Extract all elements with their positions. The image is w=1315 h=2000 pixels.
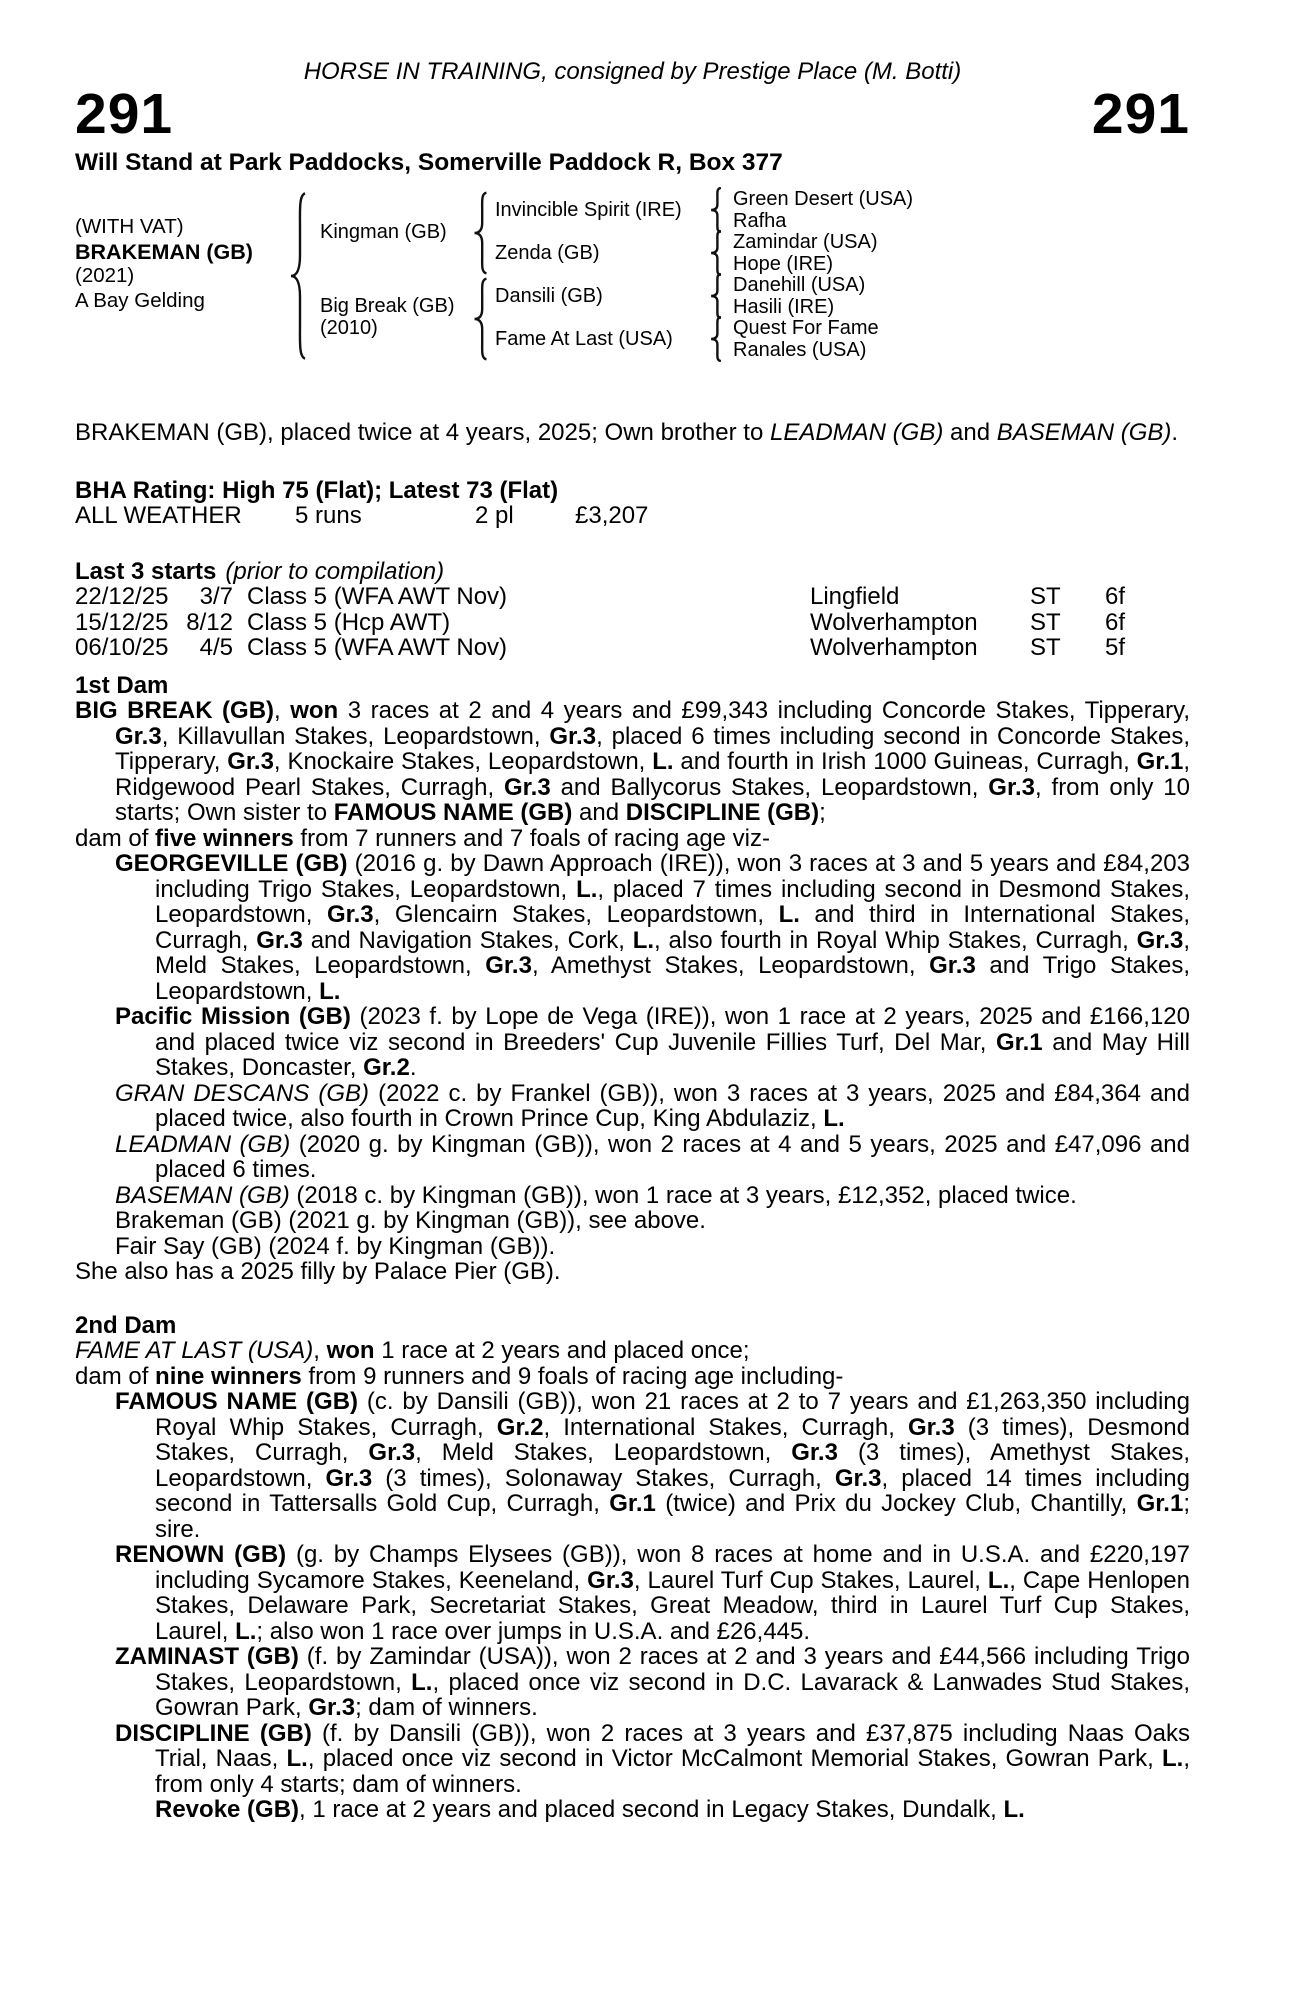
record-surface: ALL WEATHER [75,502,242,529]
grandsire-2: Dansili (GB) [495,285,603,307]
race-record-row [75,503,1190,529]
start-race: Class 5 (Hcp AWT) [247,608,451,636]
pedigree-sire: Kingman (GB) [320,220,447,243]
great-grandparent-5: Danehill (USA) [733,274,866,296]
pedigree-brace-pair3-icon [709,273,723,319]
start-date: 15/12/25 [75,608,169,636]
foaling-year: (2021) [75,264,135,287]
start-date: 06/10/25 [75,634,169,661]
pedigree-brace-pair1-icon [709,187,723,233]
great-grandparent-7: Quest For Fame [733,317,879,339]
bha-rating: BHA Rating: High 75 (Flat); Latest 73 (Flat) [75,476,559,504]
great-grandparent-1: Green Desert (USA) [733,188,914,210]
progeny-paragraph: BASEMAN (GB) (2018 c. by Kingman (GB)), won 1 race at 3 years, £12,352, placed twice. [115,1181,1077,1209]
start-row [75,635,1190,661]
dam-paragraph: FAME AT LAST (USA), won 1 race at 2 years and placed once; [75,1337,750,1364]
progeny-paragraph: Fair Say (GB) (2024 f. by Kingman (GB)). [115,1232,556,1260]
start-distance: 5f [1105,634,1126,661]
start-distance: 6f [1105,583,1126,610]
record-earnings: £3,207 [575,502,649,529]
pedigree-brace-pair4-icon [709,316,723,362]
great-grandparent-3: Zamindar (USA) [733,231,878,253]
progeny-paragraph: Revoke (GB), 1 race at 2 years and placed second in Legacy Stakes, Dundalk, L. [155,1796,1025,1823]
start-course: Wolverhampton [810,634,978,661]
grandsire-1: Invincible Spirit (IRE) [495,199,682,221]
progeny-paragraph: GEORGEVILLE (GB) (2016 g. by Dawn Approach (IRE)), won 3 races at 3 and 5 years and £84,203 including Trigo Stakes, Leopardstown, L., placed 7 times including second in Desmond Stakes, Leopardstown, Gr.3, Glencairn Stakes, Leopardstown, L. and third in International Stakes, Curragh, Gr.3 and Navigation Stakes, Cork, L., also fourth in Royal Whip Stakes, Curragh, Gr.3, Meld Stakes, Leopardstown, Gr.3, Amethyst Stakes, Leopardstown, Gr.3 and Trigo Stakes, Leopardstown, L. [115,850,1191,1005]
progeny-paragraph: Brakeman (GB) (2021 g. by Kingman (GB)), see above. [115,1207,706,1234]
pedigree-dam-year: (2010) [320,316,378,339]
pedigree-brace-pair2-icon [709,230,723,276]
last-starts-heading [75,559,1190,585]
start-course: Wolverhampton [810,608,978,636]
lot-number-row [75,82,1190,146]
last-starts-title: Last 3 starts [75,557,217,585]
progeny-paragraph: RENOWN (GB) (g. by Champs Elysees (GB)), won 8 races at home and in U.S.A. and £220,197 including Sycamore Stakes, Keeneland, Gr.3, Laurel Turf Cup Stakes, Laurel, L., Cape Henlopen Stakes, Delaware Park, Secretariat Stakes, Great Meadow, third in Laurel Turf Cup Stakes, Laurel, L.; also won 1 race over jumps in U.S.A. and £26,445. [115,1541,1190,1645]
great-grandparent-2: Rafha [733,209,787,232]
black-type-summary: BRAKEMAN (GB), placed twice at 4 years, 2025; Own brother to LEADMAN (GB) and BASEMAN (GB). [75,419,1179,446]
dam-paragraph: dam of nine winners from 9 runners and 9 foals of racing age including- [75,1362,844,1390]
pedigree-brace-sire-icon [472,191,489,275]
horse-name: BRAKEMAN (GB) [75,239,253,264]
start-position: 3/7 [199,583,233,610]
progeny-paragraph: ZAMINAST (GB) (f. by Zamindar (USA)), won 2 races at 2 and 3 years and £44,566 including Trigo Stakes, Leopardstown, L., placed once viz second in D.C. Lavarack & Lanwades Stud Stakes, Gowran Park, Gr.3; dam of winners. [115,1643,1190,1721]
last-starts-note: (prior to compilation) [225,557,445,585]
progeny-paragraph: LEADMAN (GB) (2020 g. by Kingman (GB)), won 2 races at 4 and 5 years, 2025 and £47,096 and placed 6 times. [115,1130,1191,1183]
pedigree-subject [75,215,253,313]
start-race: Class 5 (WFA AWT Nov) [247,583,508,610]
start-row [75,584,1190,610]
progeny-paragraph: DISCIPLINE (GB) (f. by Dansili (GB)), won 2 races at 3 years and £37,875 including Naas Oaks Trial, Naas, L., placed once viz second in Victor McCalmont Memorial Stakes, Gowran Park, L., from only 4 starts; dam of winners. [115,1719,1190,1798]
pedigree-brace-dam-icon [472,277,489,361]
start-race: Class 5 (WFA AWT Nov) [247,634,508,661]
progeny-paragraph: FAMOUS NAME (GB) (c. by Dansili (GB)), won 21 races at 2 to 7 years and £1,263,350 including Royal Whip Stakes, Curragh, Gr.2, International Stakes, Curragh, Gr.3 (3 times), Desmond Stakes, Curragh, Gr.3, Meld Stakes, Leopardstown, Gr.3 (3 times), Amethyst Stakes, Leopardstown, Gr.3 (3 times), Solonaway Stakes, Curragh, Gr.3, placed 14 times including second in Tattersalls Gold Cup, Curragh, Gr.1 (twice) and Prix du Jockey Club, Chantilly, Gr.1; sire. [115,1388,1191,1543]
dam-paragraph: dam of five winners from 7 runners and 7 foals of racing age viz- [75,824,771,852]
start-position: 4/5 [199,634,233,661]
pedigree-dam [320,296,454,339]
lot-number-left: 291 [75,82,174,146]
dam-paragraph: She also has a 2025 filly by Palace Pier (GB). [75,1258,561,1285]
pedigree-chart [75,188,1190,366]
first-dam-heading: 1st Dam [75,671,169,699]
progeny-paragraph: GRAN DESCANS (GB) (2022 c. by Frankel (GB)), won 3 races at 3 years, 2025 and £84,364 and placed twice, also fourth in Crown Prince Cup, King Abdulaziz, L. [115,1079,1190,1132]
last-starts-table [75,584,1190,661]
start-surface: ST [1030,583,1061,610]
pedigree-dam-name: Big Break (GB) [320,295,455,317]
lot-number-right: 291 [1091,82,1190,146]
dam-paragraph: BIG BREAK (GB), won 3 races at 2 and 4 years and £99,343 including Concorde Stakes, Tipperary, Gr.3, Killavullan Stakes, Leopardstown, Gr.3, placed 6 times including second in Concorde Stakes, Tipperary, Gr.3, Knockaire Stakes, Leopardstown, L. and fourth in Irish 1000 Guineas, Curragh, Gr.1, Ridgewood Pearl Stakes, Curragh, Gr.3 and Ballycorus Stakes, Leopardstown, Gr.3, from only 10 starts; Own sister to FAMOUS NAME (GB) and DISCIPLINE (GB); [75,697,1191,826]
great-grandparent-4: Hope (IRE) [733,252,834,275]
granddam-1: Zenda (GB) [495,242,600,264]
start-row [75,610,1190,636]
start-position: 8/12 [186,608,233,636]
sex-colour: A Bay Gelding [75,288,205,312]
record-runs: 5 runs [295,502,362,529]
vat-note: (WITH VAT) [75,215,184,238]
page-title: HORSE IN TRAINING, consigned by Prestige Place (M. Botti) [303,58,962,85]
granddam-2: Fame At Last (USA) [495,328,673,350]
pedigree-brace-gen1-icon [288,190,308,362]
progeny-paragraph: Pacific Mission (GB) (2023 f. by Lope de Vega (IRE)), won 1 race at 2 years, 2025 and £166,120 and placed twice viz second in Breeders' Cup Juvenile Fillies Turf, Del Mar, Gr.1 and May Hill Stakes, Doncaster, Gr.2. [115,1003,1190,1081]
start-surface: ST [1030,608,1061,636]
start-date: 22/12/25 [75,583,169,610]
start-course: Lingfield [810,583,900,610]
stand-location: Will Stand at Park Paddocks, Somerville Paddock R, Box 377 [75,149,783,176]
start-surface: ST [1030,634,1061,661]
great-grandparent-8: Ranales (USA) [733,338,867,361]
great-grandparent-6: Hasili (IRE) [733,295,835,318]
start-distance: 6f [1105,608,1126,636]
record-places: 2 pl [475,502,514,529]
second-dam-heading: 2nd Dam [75,1311,177,1339]
